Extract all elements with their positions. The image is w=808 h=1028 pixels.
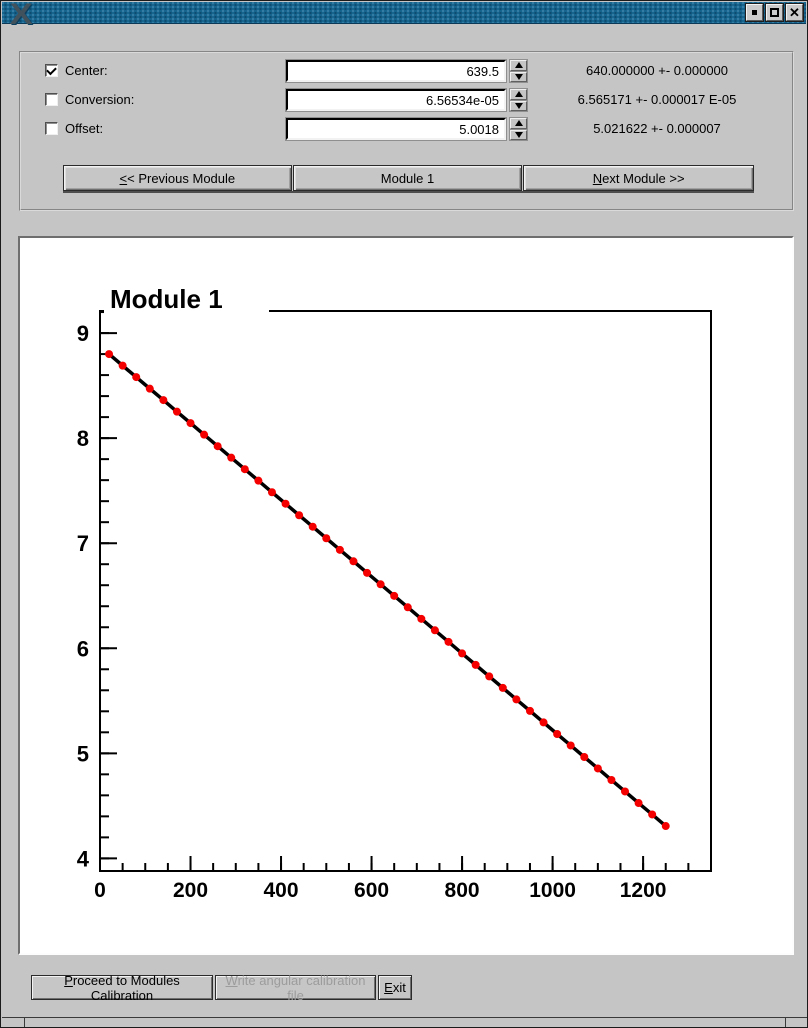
- previous-module-button[interactable]: << Previous Module: [63, 165, 292, 191]
- current-module-button[interactable]: Module 1: [293, 165, 523, 191]
- proceed-to-modules-calibration-button[interactable]: Proceed to Modules Calibration: [31, 975, 213, 1000]
- offset-input[interactable]: [286, 118, 506, 140]
- center-fit-result: 640.000000 +- 0.000000: [585, 63, 729, 78]
- svg-text:6: 6: [76, 636, 89, 662]
- param-row-center: [21, 60, 792, 82]
- svg-text:200: 200: [172, 879, 209, 902]
- offset-checkbox[interactable]: [45, 122, 58, 135]
- offset-fit-result: 5.021622 +- 0.000007: [593, 121, 721, 136]
- window-controls: [746, 4, 803, 21]
- maximize-button[interactable]: [766, 4, 783, 21]
- calibration-chart: [18, 236, 794, 955]
- conversion-fit-result: 6.565171 +- 0.000017 E-05: [577, 92, 737, 107]
- window-resize-frame[interactable]: [2, 1017, 808, 1028]
- close-icon: ✕: [789, 4, 800, 20]
- svg-text:1000: 1000: [529, 879, 576, 902]
- center-label: Center:: [65, 63, 108, 78]
- resize-corner-divider: [24, 1018, 25, 1028]
- parameters-groupbox: [19, 51, 794, 211]
- minimize-icon: [752, 10, 757, 15]
- center-input[interactable]: [286, 60, 506, 82]
- write-angular-calibration-file-button: Write angular calibration file: [215, 975, 376, 1000]
- svg-text:7: 7: [76, 531, 89, 557]
- svg-text:400: 400: [263, 879, 299, 902]
- svg-text:4: 4: [76, 846, 89, 872]
- center-checkbox[interactable]: [45, 64, 58, 77]
- x11-logo-icon: X: [9, 0, 31, 31]
- next-module-button[interactable]: Next Module >>: [523, 165, 754, 191]
- svg-text:Module 1: Module 1: [110, 284, 223, 314]
- resize-corner-divider: [785, 1018, 786, 1028]
- conversion-input[interactable]: [286, 89, 506, 111]
- module-nav: [63, 165, 754, 191]
- svg-text:5: 5: [76, 741, 89, 767]
- svg-text:800: 800: [444, 879, 480, 902]
- svg-text:8: 8: [76, 426, 89, 452]
- calibration-graph: [20, 238, 792, 953]
- close-button[interactable]: [786, 4, 803, 21]
- svg-text:1200: 1200: [619, 879, 667, 902]
- svg-text:9: 9: [76, 321, 89, 347]
- conversion-label: Conversion:: [65, 92, 135, 107]
- conversion-checkbox[interactable]: [45, 93, 58, 106]
- svg-text:600: 600: [354, 879, 390, 902]
- offset-label: Offset:: [65, 121, 104, 136]
- svg-text:0: 0: [94, 879, 106, 902]
- param-row-offset: [21, 118, 792, 140]
- maximize-icon: [770, 8, 779, 17]
- minimize-button[interactable]: [746, 4, 763, 21]
- titlebar[interactable]: [2, 0, 806, 31]
- param-row-conversion: [21, 89, 792, 111]
- exit-button[interactable]: Exit: [378, 975, 412, 1000]
